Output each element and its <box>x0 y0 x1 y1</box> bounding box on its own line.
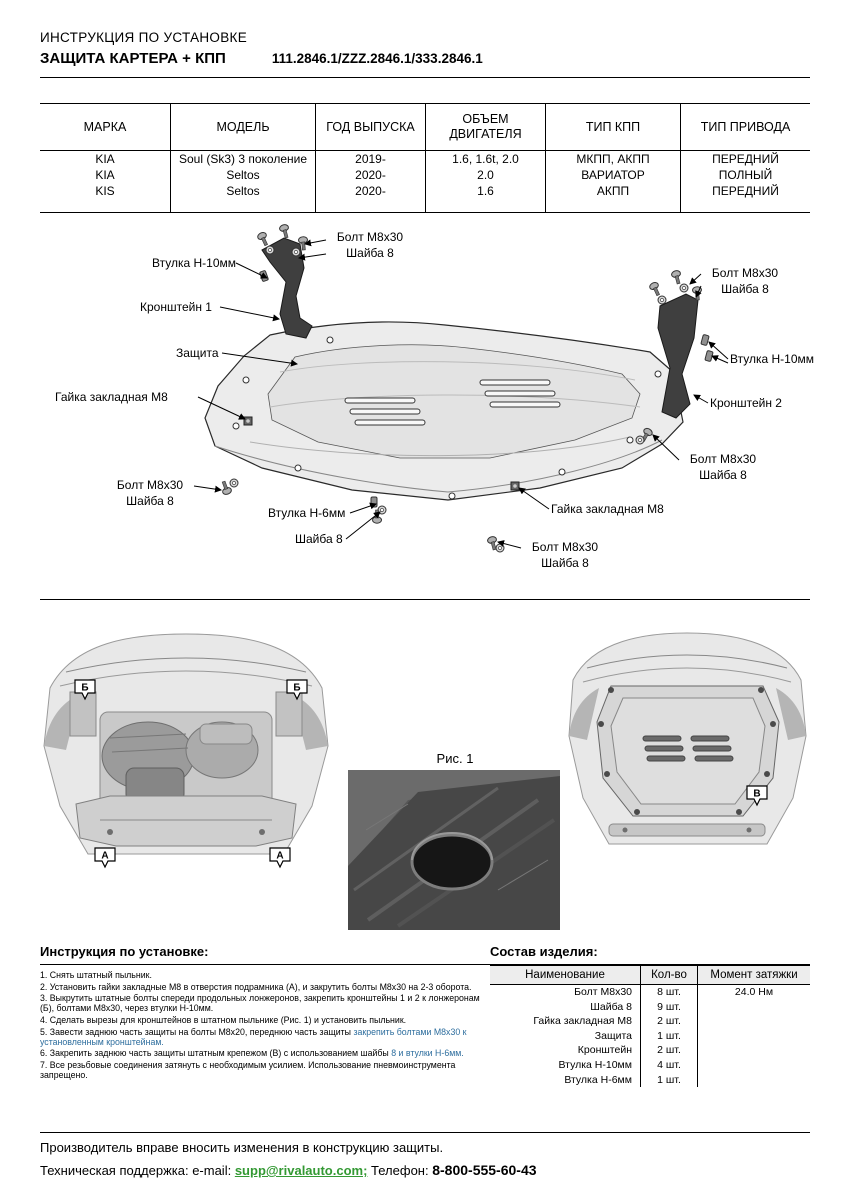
callout-bracket-1: Кронштейн 1 <box>140 300 212 314</box>
callout-bolt-washer <box>523 540 607 571</box>
spec-header-row <box>40 104 810 151</box>
parts-list <box>490 944 810 1087</box>
bracket-1-drawing <box>257 224 312 338</box>
marker-a-right <box>270 848 290 867</box>
list-item: Болт М8х30 8 шт. 24.0 Нм <box>490 985 810 1000</box>
spec-cell: ПЕРЕДНИЙ <box>680 151 810 167</box>
callout-text: Болт М8х30 <box>116 478 184 492</box>
spec-cell: МКПП, АКПП <box>545 151 680 167</box>
list-item: Защита 1 шт. <box>490 1029 810 1044</box>
parts-list-title: Состав изделия: <box>490 944 810 965</box>
spec-header-cell: МАРКА <box>83 119 127 134</box>
list-item: Гайка закладная М8 2 шт. <box>490 1014 810 1029</box>
callout-nut-m8: Гайка закладная М8 <box>551 502 664 516</box>
callout-nut-m8: Гайка закладная М8 <box>55 390 168 404</box>
callout-text: Шайба 8 <box>721 281 769 296</box>
parts-header-cell: Кол-во <box>640 966 697 984</box>
cutout-photo-drawing <box>348 770 560 930</box>
table-row <box>40 167 810 183</box>
spec-cell: 2.0 <box>425 167 545 183</box>
underbody-illustration-after <box>565 628 810 875</box>
doc-subtitle: ЗАЩИТА КАРТЕРА + КПП <box>40 50 226 67</box>
svg-text:А: А <box>276 850 284 862</box>
callout-sleeve-h10: Втулка Н-10мм <box>152 256 237 270</box>
instruction-step: 3. Выкрутить штатные болты спереди продольных лонжеронов, закрепить кронштейны 1 и 2 к лонжеронам (Б), болтами М8х30, через втулки Н-10мм. <box>40 993 480 1014</box>
instruction-step: 2. Установить гайки закладные М8 в отверстия подрамника (А), и закрутить болты М8х30 на 2-3 оборота. <box>40 981 472 992</box>
spec-cell: KIS <box>95 184 115 198</box>
spec-cell: Seltos <box>170 167 315 183</box>
parts-header-cell: Момент затяжки <box>697 966 810 984</box>
spec-cell: Seltos <box>170 183 315 199</box>
callout-bracket-2: Кронштейн 2 <box>710 396 782 410</box>
disclaimer-text: Производитель вправе вносить изменения в конструкцию защиты. <box>40 1140 444 1155</box>
callout-bolt-washer <box>328 230 412 261</box>
callout-sleeve-h10: Втулка Н-10мм <box>730 352 815 366</box>
vehicle-spec-table <box>40 103 810 213</box>
callout-text: Болт М8х30 <box>689 452 757 466</box>
spec-header-cell: ОБЪЕМ ДВИГАТЕЛЯ <box>425 104 545 150</box>
header-divider <box>40 77 810 78</box>
list-item: Кронштейн 2 шт. <box>490 1043 810 1058</box>
part-numbers: 111.2846.1/ZZZ.2846.1/333.2846.1 <box>271 51 483 66</box>
spec-header-cell: ТИП ПРИВОДА <box>680 104 810 150</box>
support-label: Техническая поддержка: e-mail: <box>40 1163 232 1178</box>
instruction-step: 7. Все резьбовые соединения затянуть с необходимым усилием. Использование пневмоинструмента запрещено. <box>40 1060 456 1080</box>
parts-header-cell: Наименование <box>525 969 605 981</box>
list-item: Шайба 8 9 шт. <box>490 1000 810 1015</box>
marker-a-left <box>95 848 115 867</box>
list-item: Втулка Н-10мм 4 шт. <box>490 1058 810 1073</box>
spec-header-cell: ТИП КПП <box>545 104 680 150</box>
support-line <box>40 1162 537 1178</box>
svg-text:Б: Б <box>293 682 301 694</box>
spec-cell: 1.6 <box>425 183 545 199</box>
callout-bolt-washer <box>703 266 787 297</box>
callout-text: Шайба 8 <box>126 493 174 508</box>
callout-washer-8: Шайба 8 <box>295 532 343 546</box>
spec-cell: ПЕРЕДНИЙ <box>680 183 810 199</box>
spec-cell: 2020- <box>315 183 425 199</box>
support-phone: 8-800-555-60-43 <box>432 1162 537 1178</box>
figure-1-photo <box>348 770 560 930</box>
callout-sleeve-h6: Втулка Н-6мм <box>268 506 346 520</box>
instruction-steps <box>40 971 492 1081</box>
parts-list-body <box>490 985 810 1087</box>
spec-cell: 2019- <box>315 151 425 167</box>
spec-header-cell: МОДЕЛЬ <box>170 104 315 150</box>
phone-label: Телефон: <box>371 1163 429 1178</box>
spec-cell: 2020- <box>315 167 425 183</box>
instruction-step: 1. Снять штатный пыльник. <box>40 970 152 980</box>
callout-text: Шайба 8 <box>541 555 589 570</box>
instruction-step: 6. Закрепить заднюю часть защиты штатным крепежом (В) с использованием шайбы 8 и втулки Н-6мм. <box>40 1048 464 1059</box>
callout-shield: Защита <box>176 346 219 360</box>
callout-text: Шайба 8 <box>699 467 747 482</box>
doc-subtitle-row <box>40 50 483 67</box>
callout-text: Шайба 8 <box>346 245 394 260</box>
parts-list-header-row <box>490 965 810 985</box>
table-row <box>40 183 810 199</box>
list-item: Втулка Н-6мм 1 шт. <box>490 1073 810 1088</box>
instruction-step: 5. Завести заднюю часть защиты на болты М8х20, переднюю часть защиты закрепить болтами М8х30 к установленным кронштейнам. <box>40 1026 467 1047</box>
spec-cell: Soul (Sk3) 3 поколение <box>170 151 315 167</box>
shield-plate-drawing <box>205 322 683 500</box>
underbody-illustration-before <box>40 628 332 886</box>
support-email-link[interactable]: supp@rivalauto.com; <box>234 1163 368 1178</box>
table-row-spacer <box>40 199 810 212</box>
figure-1-caption: Рис. 1 <box>436 751 474 766</box>
spec-cell: ПОЛНЫЙ <box>680 167 810 183</box>
doc-title: ИНСТРУКЦИЯ ПО УСТАНОВКЕ <box>40 30 247 45</box>
instruction-step: 4. Сделать вырезы для кронштейнов в штатном пыльнике (Рис. 1) и установить пыльник. <box>40 1015 407 1026</box>
footer-divider <box>40 1132 810 1133</box>
callout-text: Болт М8х30 <box>711 266 779 280</box>
svg-text:А: А <box>101 850 109 862</box>
instructions-title: Инструкция по установке: <box>40 944 492 965</box>
callout-text: Болт М8х30 <box>336 230 404 244</box>
spec-cell: KIA <box>95 168 115 182</box>
spec-cell: KIA <box>95 152 115 166</box>
spec-body <box>40 151 810 212</box>
underbody-after-drawing <box>565 628 810 875</box>
exploded-view-diagram <box>0 222 849 594</box>
section-divider <box>40 599 810 600</box>
callout-bolt-washer <box>681 452 765 483</box>
svg-text:В: В <box>753 788 761 800</box>
spec-cell: АКПП <box>545 183 680 199</box>
installation-instructions <box>40 944 492 1083</box>
svg-text:Б: Б <box>81 682 89 694</box>
spec-header-cell: ГОД ВЫПУСКА <box>315 104 425 150</box>
underbody-before-drawing <box>40 628 332 886</box>
spec-cell: ВАРИАТОР <box>545 167 680 183</box>
callout-bolt-washer <box>108 478 192 509</box>
spec-cell: 1.6, 1.6t, 2.0 <box>425 151 545 167</box>
table-row <box>40 151 810 167</box>
callout-text: Болт М8х30 <box>531 540 599 554</box>
